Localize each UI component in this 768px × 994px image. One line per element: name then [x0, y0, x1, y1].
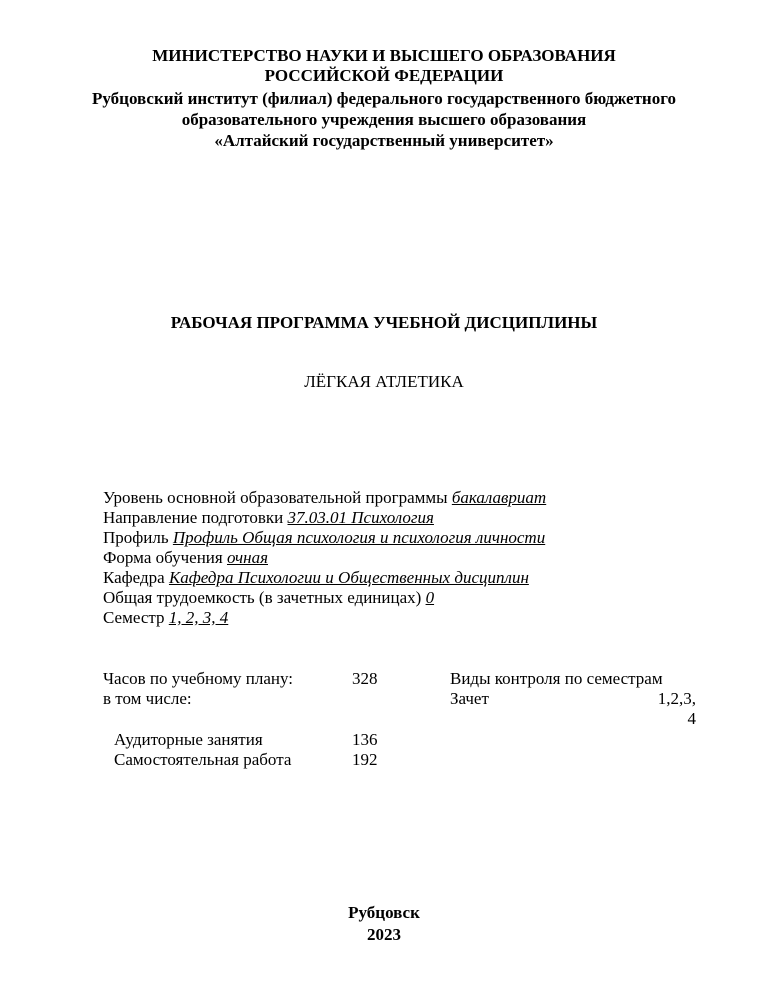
footer-city: Рубцовск: [348, 903, 420, 922]
ministry-line-1: МИНИСТЕРСТВО НАУКИ И ВЫСШЕГО ОБРАЗОВАНИЯ: [152, 46, 616, 65]
discipline-name: ЛЁГКАЯ АТЛЕТИКА: [304, 372, 464, 391]
field-department: [103, 568, 529, 588]
field-value: 1, 2, 3, 4: [168, 608, 229, 627]
field-label: Направление подготовки: [103, 508, 288, 527]
hours-plan-value: 328: [352, 669, 378, 688]
control-header: Виды контроля по семестрам: [450, 669, 663, 688]
field-label: Кафедра: [103, 568, 169, 587]
field-value: Кафедра Психологии и Общественных дисциплин: [168, 568, 529, 587]
field-study-form: [103, 548, 268, 568]
field-label: Общая трудоемкость (в зачетных единицах): [103, 588, 426, 607]
institute-line-1: Рубцовский институт (филиал) федерального государственного бюджетного: [91, 89, 677, 108]
ministry-line-2: РОССИЙСКОЙ ФЕДЕРАЦИИ: [264, 66, 504, 85]
hours-self-value: 192: [352, 750, 378, 769]
field-value: Профиль Общая психология и психология личности: [172, 528, 546, 547]
hours-plan-label: Часов по учебному плану:: [103, 669, 294, 688]
control-semesters-line-2: 4: [687, 709, 696, 728]
hours-auditory-label: Аудиторные занятия: [114, 730, 263, 749]
field-label: Семестр: [103, 608, 169, 627]
field-label: Уровень основной образовательной программы: [103, 488, 452, 507]
hours-self-label: Самостоятельная работа: [114, 750, 292, 769]
document-title: РАБОЧАЯ ПРОГРАММА УЧЕБНОЙ ДИСЦИПЛИНЫ: [170, 313, 598, 332]
hours-including-label: в том числе:: [103, 689, 192, 708]
control-semesters-line-1: 1,2,3,: [657, 689, 696, 708]
field-profile: [103, 528, 545, 548]
field-semester: [103, 608, 228, 628]
footer-year: 2023: [367, 925, 401, 944]
field-label: Форма обучения: [103, 548, 227, 567]
field-credits: [103, 588, 434, 608]
institute-line-2: образовательного учреждения высшего образования: [181, 110, 587, 129]
university-name: «Алтайский государственный университет»: [214, 131, 554, 150]
hours-auditory-value: 136: [352, 730, 378, 749]
control-type: Зачет: [450, 689, 489, 708]
field-value: бакалавриат: [451, 488, 547, 507]
field-level: [103, 488, 546, 508]
field-label: Профиль: [103, 528, 173, 547]
field-value: 0: [425, 588, 435, 607]
field-value: очная: [226, 548, 268, 567]
field-direction: [103, 508, 434, 528]
field-value: 37.03.01 Психология: [287, 508, 434, 527]
